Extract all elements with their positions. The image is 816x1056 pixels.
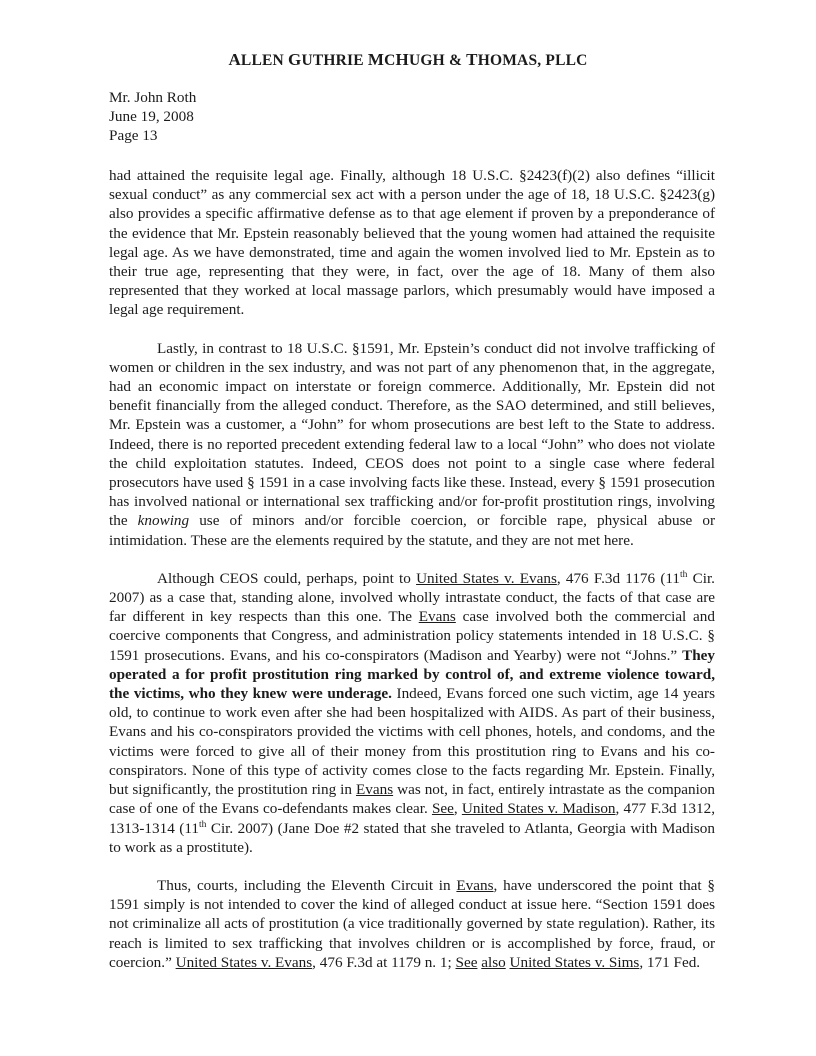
body-paragraph xyxy=(109,339,715,550)
case-citation: United States v. Madison xyxy=(461,800,616,818)
letterhead-part: HOMAS, PLLC xyxy=(477,52,588,69)
letterhead-part: UTHRIE xyxy=(301,52,368,69)
letterhead-part: T xyxy=(466,50,478,69)
case-citation: Evans xyxy=(456,876,494,894)
letter-header-block xyxy=(109,88,196,145)
body-paragraph xyxy=(109,876,715,972)
text-run: knowing xyxy=(137,512,190,530)
letterhead-part: C xyxy=(384,52,396,69)
letterhead-part: M xyxy=(367,50,385,69)
body-paragraph xyxy=(109,166,715,320)
ordinal-suffix: th xyxy=(680,569,688,580)
text-run: , 476 F.3d at 1179 n. 1; xyxy=(312,953,456,971)
ordinal-suffix: th xyxy=(198,819,207,830)
letterhead-part: A xyxy=(228,50,241,69)
text-run: , 171 Fed. xyxy=(639,953,701,971)
recipient-name: Mr. John Roth xyxy=(109,89,197,106)
text-run: Although CEOS could, perhaps, point to xyxy=(157,569,417,587)
text-run: , have underscored the point that § 1591 simply is not intended to cover the kind of alleged conduct at issue here. “Section 1591 does not criminalize all acts of prostitution (a vice traditionally governed by state regulation). Rather, its reach is limited to sex trafficking that involves children or is accomplished by force, fraud, or coercion.” xyxy=(109,876,716,971)
text-run: had attained the requisite legal age. Finally, although 18 U.S.C. §2423(f)(2) also defines “illicit sexual conduct” as any commercial sex act with a person under the age of 18, 18 U.S.C. §2423(g) also provides a specific affirmative defense as to that age element if proven by a preponderance of the evidence that Mr. Epstein reasonably believed that the young women had attained the requisite legal age. As we have demonstrated, time and again the women involved lied to Mr. Epstein as to their true age, representing that they were, in fact, over the age of 18. Many of them also represented that they worked at local massage parlors, which presumably would have imposed a legal age requirement. xyxy=(109,167,715,319)
letterhead-part: LLEN xyxy=(240,52,289,69)
text-run: , 477 F.3d 1312, 1313-1314 (11 xyxy=(109,800,715,837)
letterhead-part: G xyxy=(288,50,302,69)
case-citation: United States v. Evans xyxy=(416,569,557,587)
letter-date: June 19, 2008 xyxy=(109,108,194,125)
letterhead xyxy=(0,50,816,70)
letterhead-part: UGH & xyxy=(408,52,467,69)
letterhead-part: H xyxy=(395,50,409,69)
case-citation: See xyxy=(455,953,478,971)
text-run: They operated a for profit prostitution ring marked by control of, and extreme violence toward, the victims, who they knew were underage. xyxy=(109,646,715,703)
text-run: case involved both the commercial and coercive components that Congress, and administration policy statements intended in 18 U.S.C. § 1591 prosecutions. Evans, and his co-conspirators (Madison and Yearby) were not “Johns.” xyxy=(109,608,715,664)
body-paragraph xyxy=(109,569,715,857)
text-run: Cir. 2007) as a case that, standing alone, involved wholly intrastate conduct, the facts of that case are far different in key respects than this one. The xyxy=(109,569,715,626)
letter-body xyxy=(109,166,715,991)
text-run: was not, in fact, entirely intrastate as the companion case of one of the Evans co-defendants makes clear. xyxy=(109,781,715,818)
case-citation: United States v. Sims xyxy=(509,953,640,971)
case-citation: also xyxy=(481,953,506,971)
text-run: Cir. 2007) (Jane Doe #2 stated that she traveled to Atlanta, Georgia with Madison to work as a prostitute). xyxy=(109,819,715,856)
case-citation: Evans xyxy=(418,608,456,626)
case-citation: Evans xyxy=(355,781,394,799)
text-run: Indeed, Evans forced one such victim, age 14 years old, to continue to work even after she had been hospitalized with AIDS. As part of their business, Evans and his co-conspirators provided the victims with cell phones, hotels, and condoms, and the victims were forced to give all of their money from this prostitution ring to Evans and his co-conspirators. None of this type of activity comes close to the facts regarding Mr. Epstein. Finally, but significantly, the prostitution ring in xyxy=(109,685,715,799)
page-number: Page 13 xyxy=(109,127,158,144)
text-run: , xyxy=(453,800,462,818)
case-citation: See xyxy=(431,800,454,818)
case-citation: United States v. Evans xyxy=(175,953,313,971)
text-run: use of minors and/or forcible coercion, or forcible rape, physical abuse or intimidation. These are the elements required by the statute, and they are not met here. xyxy=(109,512,715,549)
text-run: Thus, courts, including the Eleventh Circuit in xyxy=(157,876,457,894)
text-run: Lastly, in contrast to 18 U.S.C. §1591, Mr. Epstein’s conduct did not involve trafficking of women or children in the sex industry, and was not part of any phenomenon that, in the aggregate, had an economic impact on interstate or foreign commerce. Additionally, Mr. Epstein did not benefit financially from the alleged conduct. Therefore, as the SAO determined, and still believes, Mr. Epstein was a customer, a “John” for whom prosecutions are best left to the State to address. Indeed, there is no reported precedent extending federal law to a local “John” who does not violate the child exploitation statutes. Indeed, CEOS does not point to a single case where federal prosecutors have used § 1591 in a case involving facts like these. Instead, every § 1591 prosecution has involved national or international sex trafficking and/or for-profit prostitution rings, involving the xyxy=(109,339,715,530)
text-run: , 476 F.3d 1176 (11 xyxy=(556,569,680,587)
